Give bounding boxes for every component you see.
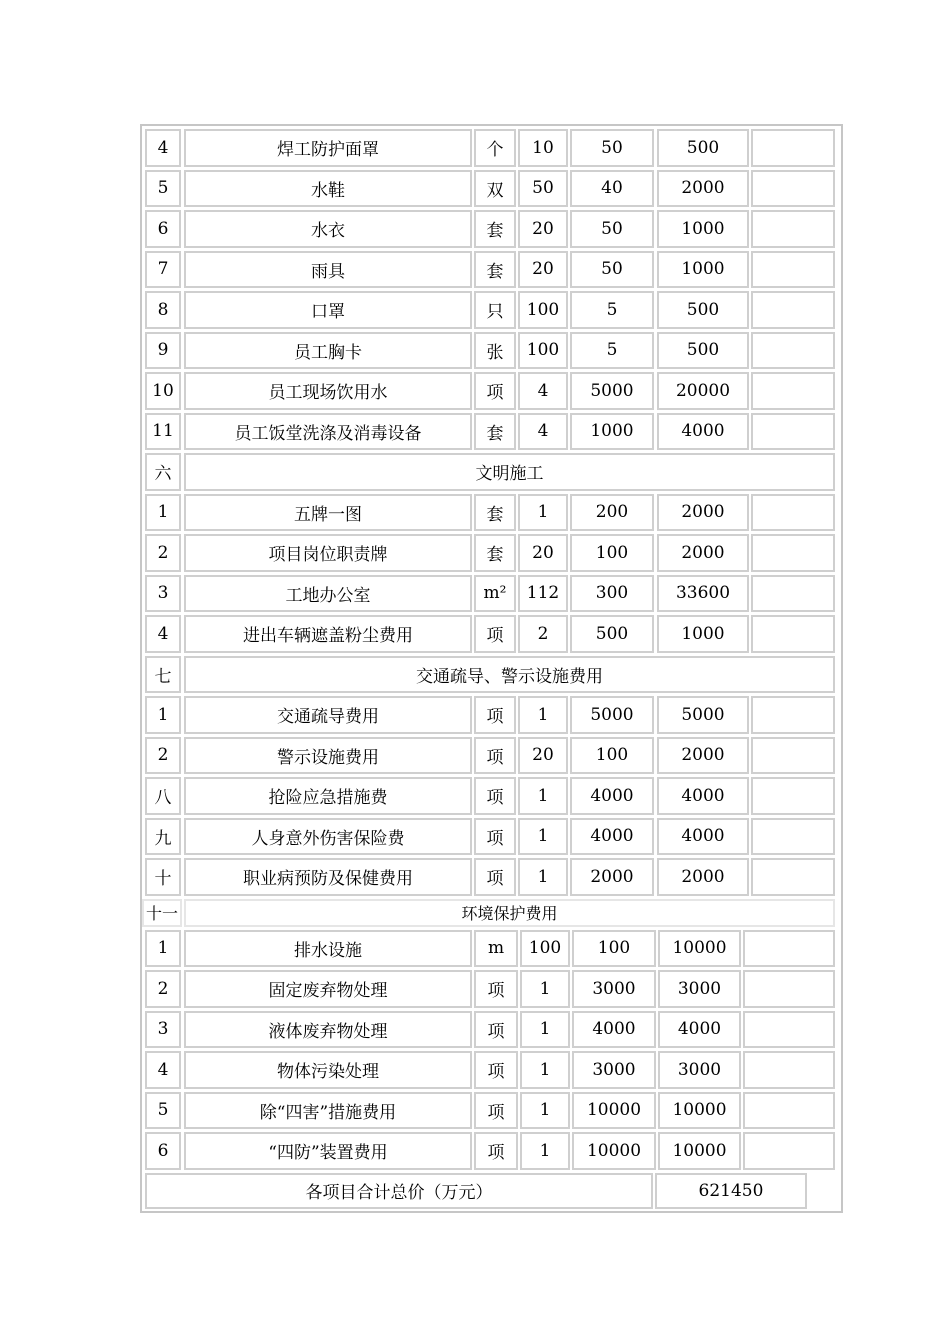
cell-item-name: 抢险应急措施费 bbox=[184, 777, 472, 815]
cell-item-name: 水鞋 bbox=[184, 170, 472, 208]
cell-remark bbox=[751, 615, 835, 653]
cell-unit-price: 5 bbox=[570, 291, 654, 329]
table-row bbox=[143, 968, 840, 1009]
cell-unit-price: 5000 bbox=[570, 372, 654, 410]
cell-quantity: 20 bbox=[518, 251, 568, 289]
cell-amount: 4000 bbox=[658, 1011, 741, 1049]
table-row bbox=[143, 127, 840, 168]
cell-item-name: “四防”装置费用 bbox=[184, 1132, 472, 1170]
cell-unit-price: 300 bbox=[570, 575, 654, 613]
cell-remark bbox=[743, 1132, 835, 1170]
cell-item-name: 水衣 bbox=[184, 210, 472, 248]
cell-unit-price: 4000 bbox=[570, 777, 654, 815]
cell-index: 6 bbox=[145, 1132, 181, 1170]
table-row bbox=[143, 1090, 840, 1131]
cell-item-name: 固定废弃物处理 bbox=[184, 970, 472, 1008]
cell-unit: 套 bbox=[474, 534, 516, 572]
cell-unit-price: 1000 bbox=[570, 413, 654, 451]
cell-unit-price: 50 bbox=[570, 251, 654, 289]
cell-amount: 500 bbox=[657, 129, 749, 167]
table-row bbox=[143, 492, 840, 533]
cell-item-name: 员工饭堂洗涤及消毒设备 bbox=[184, 413, 472, 451]
cell-amount: 10000 bbox=[658, 930, 741, 968]
cell-quantity: 4 bbox=[518, 413, 568, 451]
cell-index: 1 bbox=[145, 696, 181, 734]
cell-unit: m bbox=[474, 930, 518, 968]
cell-item-name: 职业病预防及保健费用 bbox=[184, 858, 472, 896]
cell-index: 8 bbox=[145, 291, 181, 329]
cell-index: 1 bbox=[145, 930, 181, 968]
cell-unit: 项 bbox=[474, 696, 516, 734]
cell-quantity: 4 bbox=[518, 372, 568, 410]
cell-unit: 项 bbox=[474, 970, 518, 1008]
cell-item-name: 警示设施费用 bbox=[184, 737, 472, 775]
table-row bbox=[143, 532, 840, 573]
cell-quantity: 1 bbox=[518, 696, 568, 734]
cell-quantity: 100 bbox=[518, 332, 568, 370]
cell-amount: 500 bbox=[657, 291, 749, 329]
cell-remark bbox=[751, 737, 835, 775]
section-number: 六 bbox=[145, 453, 181, 491]
cell-quantity: 1 bbox=[518, 777, 568, 815]
cell-amount: 5000 bbox=[657, 696, 749, 734]
cell-unit-price: 10000 bbox=[572, 1092, 656, 1130]
cell-remark bbox=[751, 251, 835, 289]
cell-item-name: 五牌一图 bbox=[184, 494, 472, 532]
cell-quantity: 1 bbox=[520, 970, 570, 1008]
table-row bbox=[143, 249, 840, 290]
cell-unit: 项 bbox=[474, 858, 516, 896]
cell-item-name: 人身意外伤害保险费 bbox=[184, 818, 472, 856]
cell-remark bbox=[743, 930, 835, 968]
cell-index: 2 bbox=[145, 970, 181, 1008]
cell-quantity: 1 bbox=[520, 1092, 570, 1130]
cell-unit: 张 bbox=[474, 332, 516, 370]
cell-remark bbox=[743, 1092, 835, 1130]
cell-unit-price: 100 bbox=[570, 534, 654, 572]
cell-amount: 2000 bbox=[657, 737, 749, 775]
cell-amount: 500 bbox=[657, 332, 749, 370]
cell-quantity: 1 bbox=[518, 818, 568, 856]
cell-remark bbox=[751, 534, 835, 572]
cell-remark bbox=[751, 170, 835, 208]
cell-remark bbox=[751, 858, 835, 896]
table-row bbox=[143, 816, 840, 857]
cell-unit: 项 bbox=[474, 1132, 518, 1170]
cell-remark bbox=[743, 1051, 835, 1089]
table-row bbox=[143, 208, 840, 249]
cell-amount: 2000 bbox=[657, 170, 749, 208]
cell-remark bbox=[751, 332, 835, 370]
cell-unit-price: 100 bbox=[570, 737, 654, 775]
table-row bbox=[143, 1049, 840, 1090]
cell-remark bbox=[743, 970, 835, 1008]
cell-remark bbox=[751, 372, 835, 410]
cell-quantity: 1 bbox=[518, 858, 568, 896]
cell-remark bbox=[751, 818, 835, 856]
cell-unit: 项 bbox=[474, 615, 516, 653]
table-row bbox=[143, 1009, 840, 1050]
cell-amount: 1000 bbox=[657, 615, 749, 653]
cell-unit-price: 2000 bbox=[570, 858, 654, 896]
cell-amount: 3000 bbox=[658, 970, 741, 1008]
cell-index: 九 bbox=[145, 818, 181, 856]
cell-amount: 1000 bbox=[657, 251, 749, 289]
cell-index: 十 bbox=[145, 858, 181, 896]
cell-index: 八 bbox=[145, 777, 181, 815]
cell-index: 3 bbox=[145, 575, 181, 613]
cell-remark bbox=[751, 210, 835, 248]
cell-remark bbox=[751, 129, 835, 167]
cell-index: 7 bbox=[145, 251, 181, 289]
cell-quantity: 100 bbox=[518, 291, 568, 329]
cell-remark bbox=[751, 291, 835, 329]
cell-index: 2 bbox=[145, 737, 181, 775]
cell-amount: 4000 bbox=[657, 777, 749, 815]
cell-unit: 项 bbox=[474, 818, 516, 856]
cell-quantity: 50 bbox=[518, 170, 568, 208]
cell-unit-price: 200 bbox=[570, 494, 654, 532]
table-row bbox=[143, 289, 840, 330]
total-value: 621450 bbox=[655, 1173, 807, 1209]
cell-unit-price: 4000 bbox=[572, 1011, 656, 1049]
cell-amount: 20000 bbox=[657, 372, 749, 410]
cell-amount: 10000 bbox=[658, 1132, 741, 1170]
cell-quantity: 100 bbox=[520, 930, 570, 968]
table-row bbox=[143, 613, 840, 654]
cell-unit: 套 bbox=[474, 210, 516, 248]
cell-index: 11 bbox=[145, 413, 181, 451]
table-row bbox=[143, 330, 840, 371]
cost-table bbox=[140, 124, 843, 1213]
cell-amount: 10000 bbox=[658, 1092, 741, 1130]
section-title: 环境保护费用 bbox=[184, 899, 835, 927]
cell-item-name: 除“四害”措施费用 bbox=[184, 1092, 472, 1130]
cell-unit: 个 bbox=[474, 129, 516, 167]
cell-unit: 双 bbox=[474, 170, 516, 208]
cell-quantity: 20 bbox=[518, 210, 568, 248]
cell-unit: 项 bbox=[474, 1092, 518, 1130]
cell-remark bbox=[751, 494, 835, 532]
cell-unit-price: 100 bbox=[572, 930, 656, 968]
cell-amount: 33600 bbox=[657, 575, 749, 613]
cell-quantity: 1 bbox=[520, 1132, 570, 1170]
cell-unit-price: 4000 bbox=[570, 818, 654, 856]
total-label: 各项目合计总价（万元） bbox=[145, 1173, 653, 1209]
cell-item-name: 排水设施 bbox=[184, 930, 472, 968]
cell-item-name: 液体废弃物处理 bbox=[184, 1011, 472, 1049]
cell-amount: 4000 bbox=[657, 818, 749, 856]
cell-quantity: 2 bbox=[518, 615, 568, 653]
cell-item-name: 口罩 bbox=[184, 291, 472, 329]
cell-unit: m² bbox=[474, 575, 516, 613]
cell-remark bbox=[751, 696, 835, 734]
cell-unit: 项 bbox=[474, 1011, 518, 1049]
cell-unit: 项 bbox=[474, 737, 516, 775]
cell-unit-price: 50 bbox=[570, 210, 654, 248]
cell-quantity: 1 bbox=[520, 1011, 570, 1049]
table-row bbox=[143, 928, 840, 969]
cell-unit-price: 3000 bbox=[572, 970, 656, 1008]
cell-quantity: 10 bbox=[518, 129, 568, 167]
cell-quantity: 112 bbox=[518, 575, 568, 613]
section-number: 十一 bbox=[142, 899, 182, 927]
cell-unit: 项 bbox=[474, 372, 516, 410]
cell-quantity: 1 bbox=[520, 1051, 570, 1089]
table-row bbox=[143, 573, 840, 614]
cell-amount: 1000 bbox=[657, 210, 749, 248]
cell-index: 5 bbox=[145, 1092, 181, 1130]
cell-quantity: 1 bbox=[518, 494, 568, 532]
cell-unit: 项 bbox=[474, 777, 516, 815]
table-row bbox=[143, 694, 840, 735]
cell-item-name: 工地办公室 bbox=[184, 575, 472, 613]
cell-unit-price: 500 bbox=[570, 615, 654, 653]
cell-remark bbox=[751, 413, 835, 451]
cell-unit-price: 50 bbox=[570, 129, 654, 167]
cell-unit: 套 bbox=[474, 251, 516, 289]
cell-item-name: 员工胸卡 bbox=[184, 332, 472, 370]
cell-unit-price: 10000 bbox=[572, 1132, 656, 1170]
cell-quantity: 20 bbox=[518, 737, 568, 775]
cell-quantity: 20 bbox=[518, 534, 568, 572]
cell-unit: 套 bbox=[474, 413, 516, 451]
section-title: 交通疏导、警示设施费用 bbox=[184, 656, 835, 694]
cell-amount: 4000 bbox=[657, 413, 749, 451]
cell-index: 4 bbox=[145, 1051, 181, 1089]
cell-remark bbox=[751, 575, 835, 613]
cell-index: 4 bbox=[145, 129, 181, 167]
cell-unit: 套 bbox=[474, 494, 516, 532]
cell-item-name: 焊工防护面罩 bbox=[184, 129, 472, 167]
cell-unit-price: 40 bbox=[570, 170, 654, 208]
cell-unit-price: 5000 bbox=[570, 696, 654, 734]
cell-index: 4 bbox=[145, 615, 181, 653]
cell-item-name: 雨具 bbox=[184, 251, 472, 289]
table-row bbox=[143, 775, 840, 816]
total-row bbox=[143, 1171, 840, 1210]
cell-remark bbox=[743, 1011, 835, 1049]
cell-item-name: 员工现场饮用水 bbox=[184, 372, 472, 410]
cell-item-name: 进出车辆遮盖粉尘费用 bbox=[184, 615, 472, 653]
section-title: 文明施工 bbox=[184, 453, 835, 491]
cell-index: 3 bbox=[145, 1011, 181, 1049]
table-row bbox=[143, 370, 840, 411]
section-header-row bbox=[143, 654, 840, 695]
table-row bbox=[143, 735, 840, 776]
cell-index: 5 bbox=[145, 170, 181, 208]
section-header-row bbox=[143, 897, 840, 928]
cell-index: 1 bbox=[145, 494, 181, 532]
cell-amount: 2000 bbox=[657, 534, 749, 572]
section-number: 七 bbox=[145, 656, 181, 694]
cell-item-name: 交通疏导费用 bbox=[184, 696, 472, 734]
cell-amount: 2000 bbox=[657, 858, 749, 896]
table-row bbox=[143, 168, 840, 209]
cell-index: 9 bbox=[145, 332, 181, 370]
cell-amount: 3000 bbox=[658, 1051, 741, 1089]
cell-item-name: 项目岗位职责牌 bbox=[184, 534, 472, 572]
table-row bbox=[143, 1130, 840, 1171]
cell-unit-price: 5 bbox=[570, 332, 654, 370]
cell-unit-price: 3000 bbox=[572, 1051, 656, 1089]
cell-item-name: 物体污染处理 bbox=[184, 1051, 472, 1089]
cell-index: 10 bbox=[145, 372, 181, 410]
cell-amount: 2000 bbox=[657, 494, 749, 532]
table-row bbox=[143, 856, 840, 897]
cell-remark bbox=[751, 777, 835, 815]
cell-unit: 项 bbox=[474, 1051, 518, 1089]
section-header-row bbox=[143, 451, 840, 492]
cell-index: 6 bbox=[145, 210, 181, 248]
table-row bbox=[143, 411, 840, 452]
cell-unit: 只 bbox=[474, 291, 516, 329]
cell-index: 2 bbox=[145, 534, 181, 572]
